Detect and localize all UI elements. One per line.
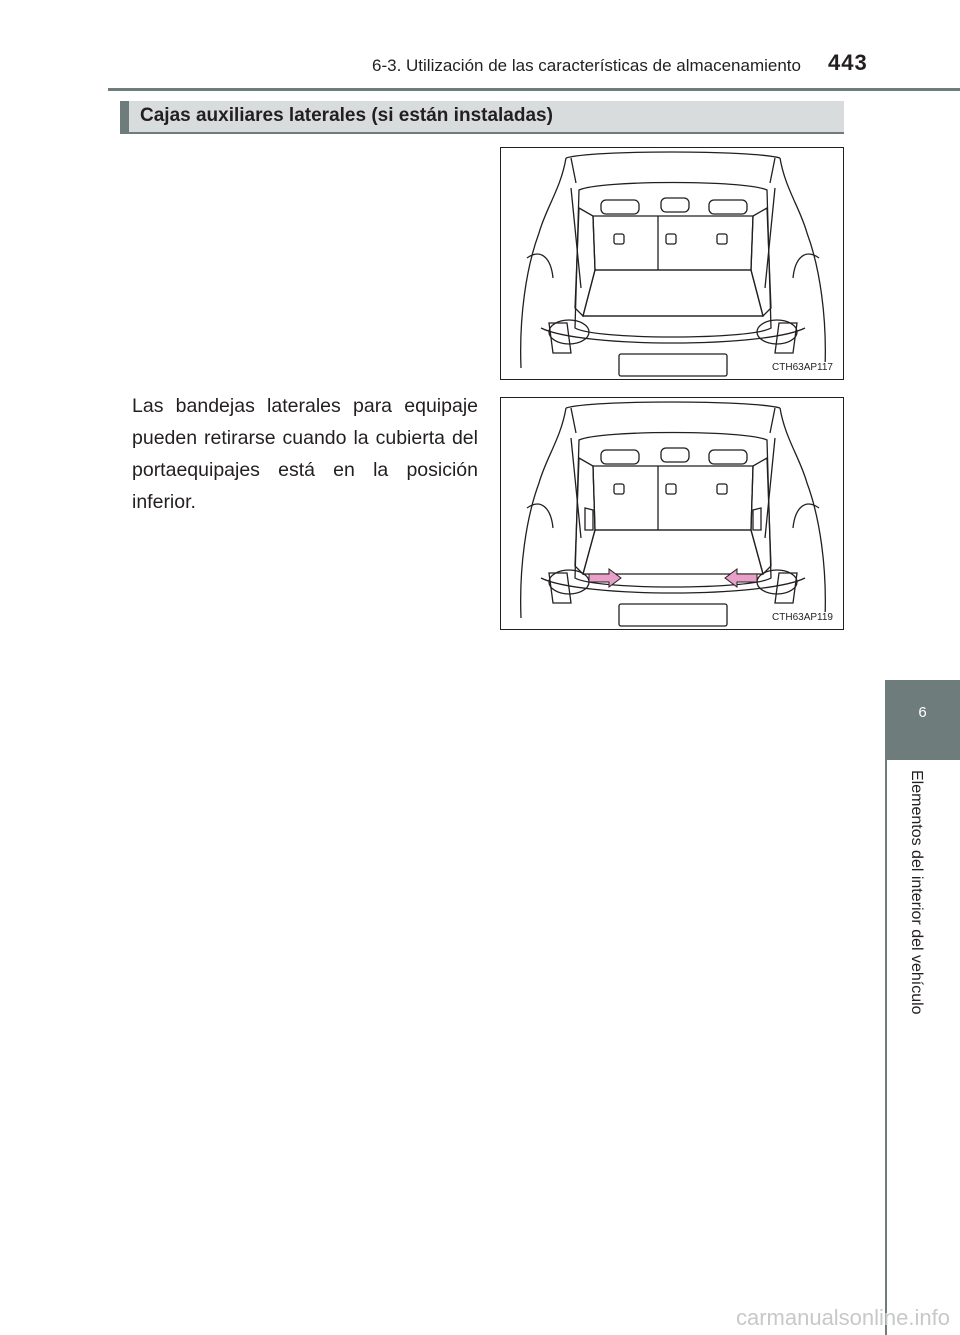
figure-label-1: CTH63AP117 xyxy=(772,362,833,373)
watermark: carmanualsonline.info xyxy=(735,1305,950,1330)
header-rule xyxy=(108,88,960,91)
trunk-drawing-2 xyxy=(501,398,844,630)
figure-trunk-illustration-2 xyxy=(500,397,844,630)
section-heading: Cajas auxiliares laterales (si están instaladas) xyxy=(140,105,553,126)
trunk-drawing-1 xyxy=(501,148,844,380)
body-paragraph: Las bandejas laterales para equipaje pueden retirarse cuando la cubierta del portaequipajes está en la posición inferior. xyxy=(132,395,478,513)
figure-label-2: CTH63AP119 xyxy=(772,612,833,623)
chapter-tab xyxy=(885,680,960,760)
running-header: 6-3. Utilización de las características de almacenamiento xyxy=(372,56,801,75)
figure-trunk-illustration-1 xyxy=(500,147,844,380)
chapter-title: Elementos del interior del vehículo xyxy=(908,770,925,1015)
section-heading-accent xyxy=(120,101,129,132)
section-heading-bar xyxy=(120,101,844,134)
chapter-number: 6 xyxy=(918,704,927,721)
page-number: 443 xyxy=(828,50,868,75)
